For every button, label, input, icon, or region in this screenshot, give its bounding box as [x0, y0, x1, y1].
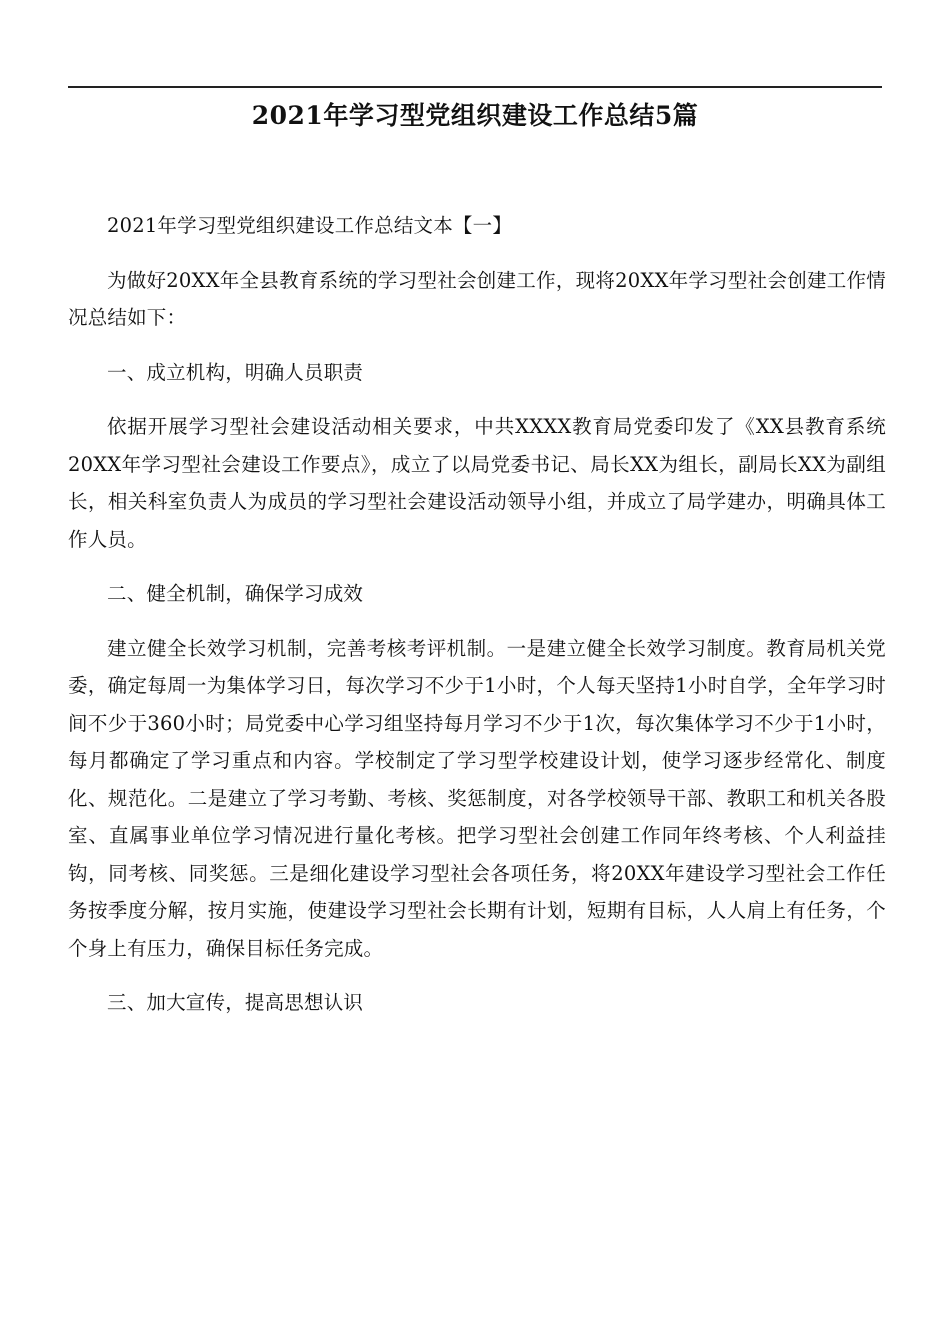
intro-paragraph: 为做好20XX年全县教育系统的学习型社会创建工作，现将20XX年学习型社会创建工作情况总结如下：	[68, 268, 886, 329]
body-paragraph-2: 建立健全长效学习机制，完善考核考评机制。一是建立健全长效学习制度。教育局机关党委，确定每周一为集体学习日，每次学习不少于1小时，个人每天坚持1小时自学，全年学习时间不少于360小时；局党委中心学习组坚持每月学习不少于1次，每次集体学习不少于1小时，每月都确定了学习重点和内容。学校制定了学习型学校建设计划，使学习逐步经常化、制度化、规范化。二是建立了学习考勤、考核、奖惩制度，对各学校领导干部、教职工和机关各股室、直属事业单位学习情况进行量化考核。把学习型社会创建工作同年终考核、个人利益挂钩，同考核、同奖惩。三是细化建设学习型社会各项任务，将20XX年建设学习型社会工作任务按季度分解，按月实施，使建设学习型社会长期有计划，短期有目标，人人肩上有任务，个个身上有压力，确保目标任务完成。	[68, 636, 886, 960]
document-body	[68, 207, 886, 1022]
section-heading-2: 二、健全机制，确保学习成效	[107, 582, 364, 605]
section-heading-text-one: 2021年学习型党组织建设工作总结文本【一】	[107, 214, 513, 237]
section-heading-3: 三、加大宣传，提高思想认识	[107, 991, 364, 1014]
header-rule	[68, 86, 882, 88]
document-title: 2021年学习型党组织建设工作总结5篇	[251, 101, 699, 130]
body-paragraph-1: 依据开展学习型社会建设活动相关要求，中共XXXX教育局党委印发了《XX县教育系统20XX年学习型社会建设工作要点》，成立了以局党委书记、局长XX为组长，副局长XX为副组长，相关科室负责人为成员的学习型社会建设活动领导小组，并成立了局学建办，明确具体工作人员。	[68, 415, 886, 551]
section-heading-1: 一、成立机构，明确人员职责	[107, 360, 364, 384]
